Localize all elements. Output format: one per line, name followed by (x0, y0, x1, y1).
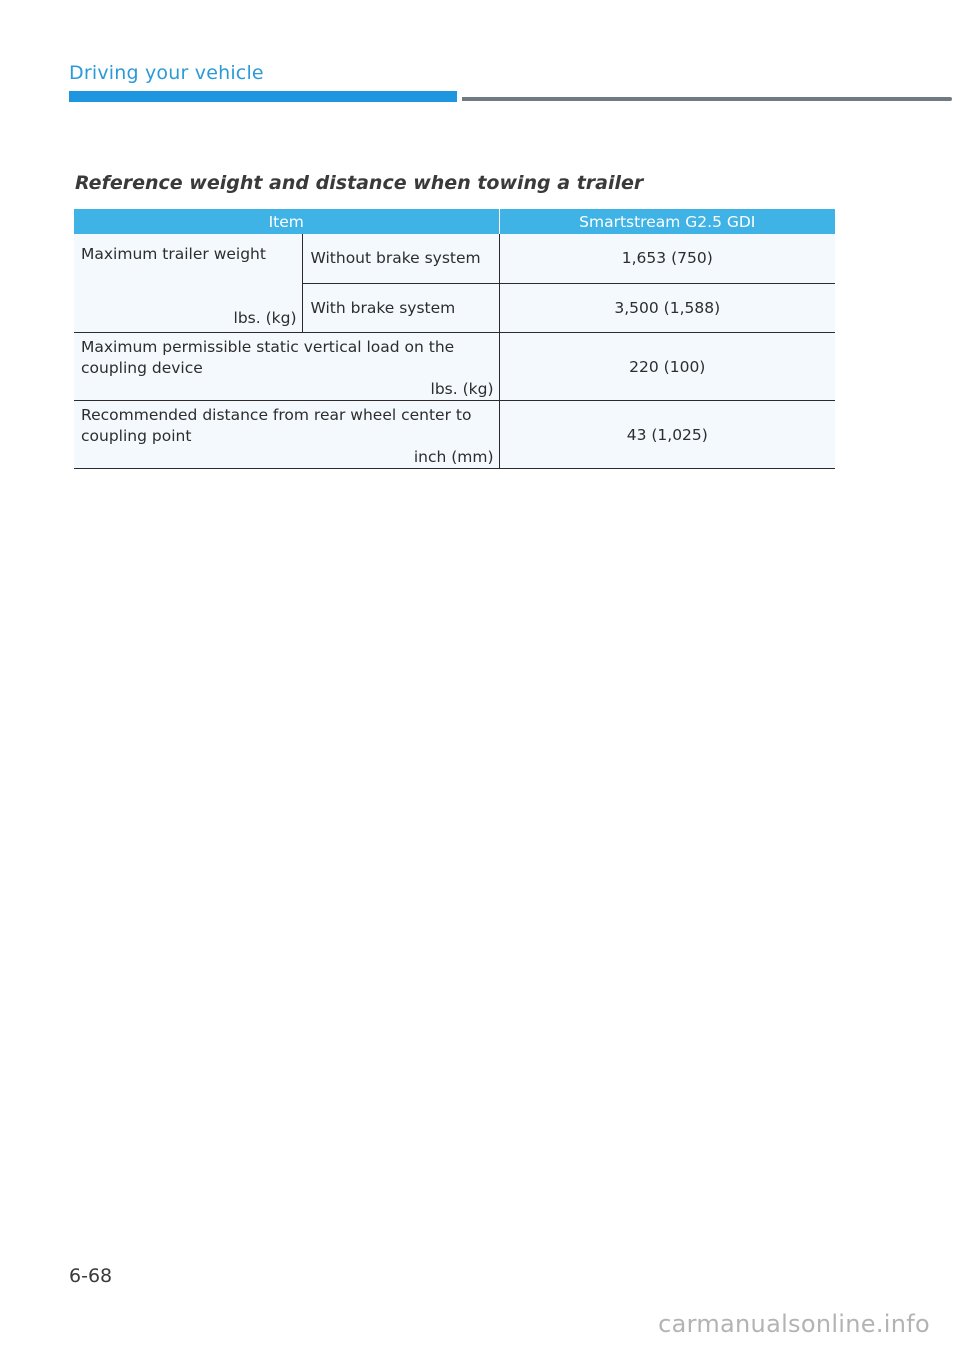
row-unit-label: lbs. (kg) (430, 380, 494, 398)
coupling-distance-cell (74, 401, 499, 469)
row-unit-label: inch (mm) (413, 448, 494, 466)
row-value: 3,500 (1,588) (499, 283, 835, 332)
max-trailer-weight-cell (74, 234, 302, 333)
row-value: 1,653 (750) (499, 234, 835, 283)
page-number: 6-68 (69, 1265, 113, 1287)
row-value: 220 (100) (499, 333, 835, 401)
vertical-load-cell (74, 333, 499, 401)
table-row (74, 234, 835, 283)
row-item-label: Maximum trailer weight (81, 245, 266, 263)
header-rule (462, 97, 952, 101)
table-row (74, 401, 835, 469)
table-row (74, 333, 835, 401)
row-item-label: Recommended distance from rear wheel center to coupling point (81, 406, 472, 445)
column-header-item: Item (74, 209, 499, 234)
row-value: 43 (1,025) (499, 401, 835, 469)
towing-spec-table (74, 209, 835, 469)
sub-item-label: Without brake system (302, 234, 499, 283)
page-heading: Reference weight and distance when towing a trailer (75, 172, 644, 194)
header-accent-bar (69, 91, 457, 102)
watermark: carmanualsonline.info (658, 1310, 930, 1338)
column-header-engine: Smartstream G2.5 GDI (499, 209, 835, 234)
table-header-row (74, 209, 835, 234)
row-item-label: Maximum permissible static vertical load on the coupling device (81, 338, 455, 377)
section-title: Driving your vehicle (69, 62, 264, 84)
sub-item-label: With brake system (302, 283, 499, 332)
row-unit-label: lbs. (kg) (233, 309, 297, 327)
